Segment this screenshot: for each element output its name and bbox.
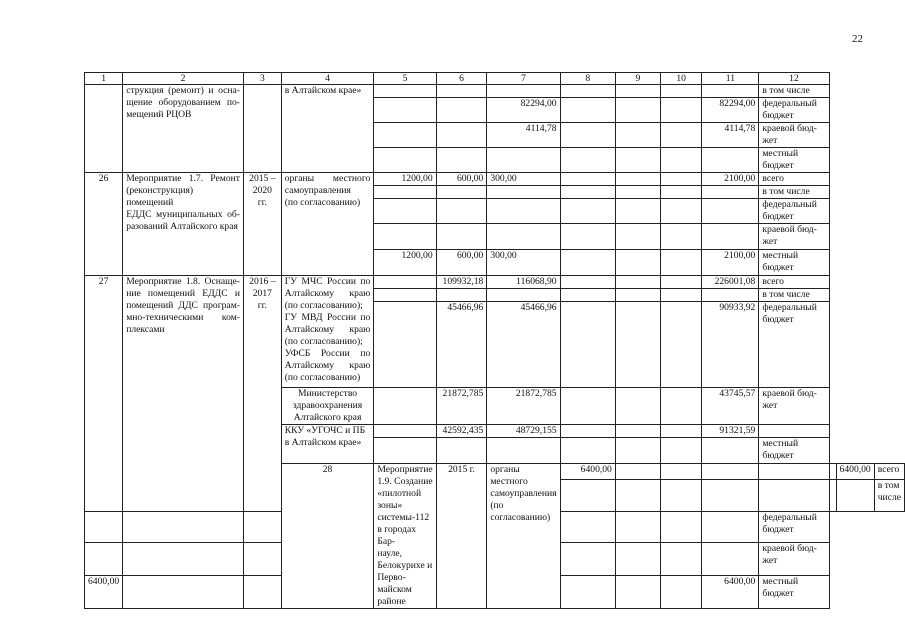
source-cell: федеральный бюджет [759,302,829,388]
executor-line: здравоохранения [292,400,363,411]
total-cell [702,186,759,199]
page-number: 22 [852,33,863,45]
executor-line: (по согласованию); [284,336,363,347]
item-number-cell: 27 [85,276,123,512]
item-name-cell [123,276,244,512]
header-cell: 11 [702,73,759,85]
source-cell [759,425,829,438]
executor-line: ГУ МВД России по [284,312,371,323]
value-cell [374,199,436,224]
executor-cell [281,425,374,464]
item-number-cell: 28 [281,464,374,609]
item-name-line: (реконструкция) помещений [126,185,194,208]
source-cell: местный бюджет [759,250,829,276]
source-cell: всего [874,464,904,480]
total-cell [702,224,759,250]
total-cell [702,511,759,543]
item-name-line: системы-112 в городах Бар- [377,512,430,547]
total-cell: 91321,59 [702,425,759,438]
value-cell: 45466,96 [487,302,560,388]
item-name-line: струкция (ремонт) и осна- [126,85,240,96]
value-cell: 6400,00 [560,464,615,480]
period-line: 2017 гг. [252,288,272,311]
header-row [85,73,905,85]
source-cell: всего [759,276,829,289]
executor-cell [281,276,374,388]
header-cell: 3 [243,73,281,85]
table-row [85,276,905,289]
item-name-line: Мероприятие 1.7. Ремонт [126,173,240,184]
source-cell: федеральный бюджет [759,98,829,123]
value-cell [436,224,487,250]
header-cell: 8 [560,73,615,85]
total-cell: 82294,00 [702,98,759,123]
executor-line: самоуправления [284,185,351,196]
item-name-cell [123,85,244,173]
total-cell [702,148,759,173]
period-line: 2020 гг. [252,185,272,208]
executor-line: (по согласованию); [284,300,363,311]
item-name-line: щение оборудованием по- [126,97,240,108]
total-cell [702,199,759,224]
item-name-line: ЕДДС муниципальных об- [126,209,240,220]
total-cell: 2100,00 [702,250,759,276]
program-table [84,72,905,609]
item-name-line: мно-техническими ком- [126,312,240,323]
source-cell: местный бюджет [759,576,829,609]
source-cell: федеральный бюджет [759,511,829,543]
table-row [85,173,905,186]
executor-line: Алтайского края [293,412,362,423]
item-name-line: разований Алтайского края [126,221,238,232]
executor-line: самоуправления [490,488,557,499]
executor-line: органы местного [490,464,528,487]
item-name-cell [374,464,436,609]
source-cell: краевой бюд-жет [759,123,829,148]
value-cell: 21872,785 [487,388,560,425]
source-cell: краевой бюд-жет [759,224,829,250]
source-cell: федеральный бюджет [759,199,829,224]
header-cell: 10 [660,73,702,85]
value-cell: 1200,00 [374,173,436,186]
header-cell: 4 [281,73,374,85]
table-row [85,85,905,98]
total-cell: 43745,57 [702,388,759,425]
source-cell: краевой бюд-жет [759,388,829,425]
value-cell: 300,00 [487,173,560,186]
value-cell: 82294,00 [487,98,560,123]
value-cell [374,224,436,250]
value-cell [436,199,487,224]
total-cell: 2100,00 [702,173,759,186]
executor-line: Алтайскому краю [284,288,371,299]
item-name-line: майском районе [377,584,412,607]
item-name-line: науле, Белокурихе и Перво- [377,548,433,583]
value-cell: 1200,00 [374,250,436,276]
executor-line: ККУ «УГОЧС и ПБ [284,425,366,436]
executor-cell [281,388,374,425]
period-line: 2015 – [249,173,276,184]
executor-line: (по согласованию) [284,372,361,383]
source-cell: в том числе [759,85,829,98]
item-name-cell [123,173,244,276]
item-name-line: ние помещений ЕДДС и [126,288,240,299]
item-name-line: Мероприятие 1.8. Оснаще- [126,276,240,287]
header-cell: 1 [85,73,123,85]
value-cell [560,480,615,512]
executor-line: Министерство [297,388,358,399]
item-name-line: мещений РЦОВ [126,109,192,120]
executor-cell [281,173,374,276]
executor-line: УФСБ России по [284,348,371,359]
value-cell: 600,00 [436,173,487,186]
source-cell: краевой бюд-жет [759,543,829,576]
executor-line: Алтайскому краю [284,324,371,335]
source-cell: местный бюджет [759,438,829,464]
total-cell: 90933,92 [702,302,759,388]
period-cell [243,173,281,276]
item-number-cell: 26 [85,173,123,276]
header-cell: 12 [759,73,829,85]
executor-line: Алтайскому краю [284,360,371,371]
total-cell: 4114,78 [702,123,759,148]
source-cell: местный бюджет [759,148,829,173]
item-name-line: плексами [126,324,165,335]
value-cell [436,186,487,199]
executor-line: органы местного [284,173,371,184]
value-cell: 42592,435 [436,425,487,438]
value-cell [487,199,560,224]
source-cell: в том числе [759,186,829,199]
value-cell [487,85,560,98]
value-cell [487,186,560,199]
item-name-line: Мероприятие 1.9. Создание [377,464,433,487]
value-cell: 4114,78 [487,123,560,148]
header-cell: 9 [615,73,660,85]
total-cell [702,85,759,98]
executor-line: (по согласованию) [284,197,361,208]
executor-cell [487,464,560,609]
total-cell [836,480,874,512]
period-cell: 2015 г. [436,464,487,609]
value-cell [85,543,123,576]
total-cell: 6400,00 [836,464,874,480]
item-number-cell [85,85,123,173]
value-cell [487,148,560,173]
total-cell: 226001,08 [702,276,759,289]
source-cell: всего [759,173,829,186]
value-cell [487,224,560,250]
value-cell: 21872,785 [436,388,487,425]
period-cell [243,276,281,512]
header-cell: 5 [374,73,436,85]
period-line: 2016 – [249,276,276,287]
total-cell: 6400,00 [702,576,759,609]
value-cell: 300,00 [487,250,560,276]
period-cell [243,85,281,173]
source-cell: в том числе [874,480,904,512]
value-cell: 45466,96 [436,302,487,388]
source-cell: в том числе [759,289,829,302]
executor-line: в Алтайском крае» [284,437,362,448]
header-cell: 7 [487,73,560,85]
item-name-line: «пилотной зоны» [377,488,422,511]
executor-line: ГУ МЧС России по [284,276,371,287]
value-cell [374,186,436,199]
header-cell: 2 [123,73,244,85]
value-cell: 600,00 [436,250,487,276]
executor-cell: в Алтайском крае» [281,85,374,173]
value-cell: 109932,18 [436,276,487,289]
value-cell: 48729,155 [487,425,560,438]
header-cell: 6 [436,73,487,85]
total-cell [702,543,759,576]
value-cell: 116068,90 [487,276,560,289]
item-name-line: помещений ДДС програм- [126,300,240,311]
value-cell [85,511,123,543]
value-cell: 6400,00 [85,576,123,609]
executor-line: (по согласованию) [490,500,551,523]
